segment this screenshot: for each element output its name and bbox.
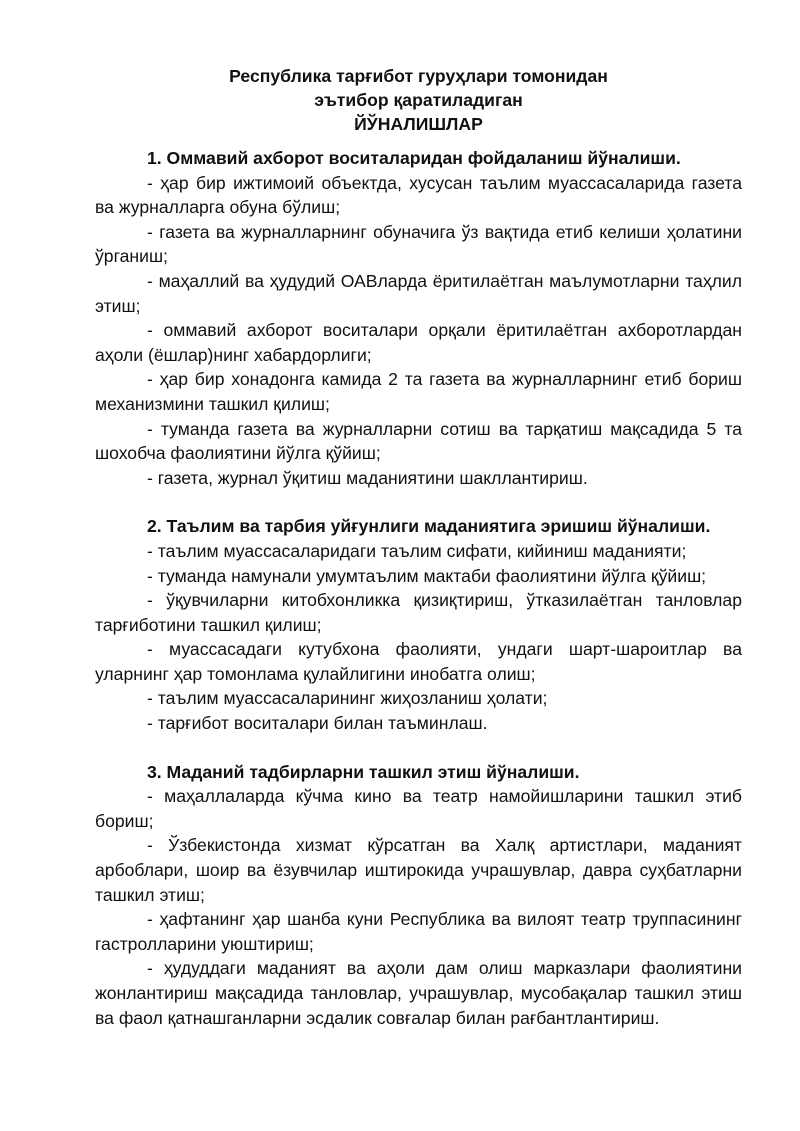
list-item: - ўқувчиларни китобхонликка қизиқтириш, ўтказилаётган танловлар тарғиботини ташкил қилиш; bbox=[95, 590, 742, 635]
list-item: - ҳудуддаги маданият ва аҳоли дам олиш марказлари фаолиятини жонлантириш мақсадида танловлар, учрашувлар, мусобақалар ташкил этиш ва фаол қатнашганларни эсдалик совғалар билан рағбантлантириш. bbox=[95, 958, 742, 1028]
section-heading: 1. Оммавий ахборот воситаларидан фойдаланиш йўналиши. bbox=[147, 148, 681, 168]
list-item: - тарғибот воситалари билан таъминлаш. bbox=[147, 713, 488, 734]
list-item: - ҳар бир ижтимоий объектда, хусусан таълим муассасаларида газета ва журналларга обуна бўлиш; bbox=[95, 172, 742, 218]
list-item: - ҳафтанинг ҳар шанба куни Республика ва вилоят театр труппасининг гастролларини уюштириш; bbox=[95, 909, 742, 954]
list-item: - туманда газета ва журналларни сотиш ва тарқатиш мақсадида 5 та шохобча фаолиятини йўлга қўйиш; bbox=[95, 418, 742, 464]
title-line-2: эътибор қаратиладиган bbox=[314, 90, 523, 110]
list-item: - ҳар бир хонадонга камида 2 та газета ва журналларнинг етиб бориш механизмини ташкил қилиш; bbox=[95, 369, 742, 414]
list-item: - туманда намунали умумтаълим мактаби фаолиятини йўлга қўйиш; bbox=[147, 565, 707, 586]
section-2 bbox=[95, 514, 742, 735]
list-item: - таълим муассасаларининг жиҳозланиш ҳолати; bbox=[147, 688, 548, 709]
section-1 bbox=[95, 146, 742, 490]
document-title bbox=[95, 64, 742, 136]
list-item: - маҳаллаларда кўчма кино ва театр намойишларини ташкил этиб бориш; bbox=[95, 786, 742, 831]
list-item: - газета, журнал ўқитиш маданиятини шакллантириш. bbox=[147, 467, 588, 488]
list-item: - муассасадаги кутубхона фаолияти, ундаги шарт-шароитлар ва уларнинг ҳар томонлама қулайлигини инобатга олиш; bbox=[95, 639, 742, 684]
list-item: - оммавий ахборот воситалари орқали ёритилаётган ахборотлардан аҳоли (ёшлар)нинг хабардорлиги; bbox=[95, 320, 742, 365]
list-item: - Ўзбекистонда хизмат кўрсатган ва Халқ артистлари, маданият арбоблари, шоир ва ёзувчилар иштирокида учрашувлар, давра суҳбатларни ташкил этиш; bbox=[95, 835, 742, 905]
list-item: - таълим муассасаларидаги таълим сифати, кийиниш маданияти; bbox=[147, 540, 687, 561]
section-3 bbox=[95, 760, 742, 1031]
section-heading: 2. Таълим ва тарбия уйғунлиги маданиятига эришиш йўналиши. bbox=[147, 516, 711, 537]
title-line-1: Республика тарғибот гуруҳлари томонидан bbox=[229, 66, 608, 86]
list-item: - газета ва журналларнинг обуначига ўз вақтида етиб келиши ҳолатини ўрганиш; bbox=[95, 221, 742, 267]
document-page bbox=[95, 64, 742, 1030]
section-heading: 3. Маданий тадбирларни ташкил этиш йўналиши. bbox=[147, 761, 580, 782]
list-item: - маҳаллий ва ҳудудий ОАВларда ёритилаётган маълумотларни таҳлил этиш; bbox=[95, 270, 742, 316]
title-line-3: ЙЎНАЛИШЛАР bbox=[354, 114, 483, 134]
